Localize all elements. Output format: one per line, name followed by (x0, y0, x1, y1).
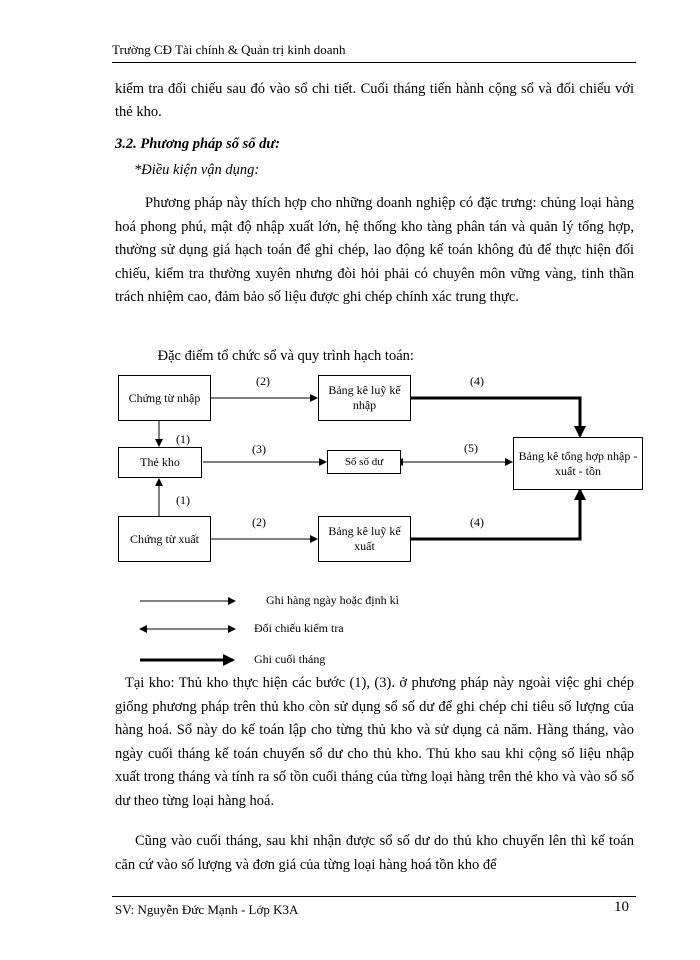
legend-month-end-text: Ghi cuối tháng (254, 652, 326, 666)
page-number: 10 (614, 899, 629, 915)
label-left-1-bottom: (1) (176, 493, 190, 507)
box-the-kho: Thẻ kho (118, 447, 202, 478)
footer-student: SV: Nguyễn Đức Mạnh - Lớp K3A (115, 902, 299, 917)
label-mid-3: (3) (252, 442, 266, 456)
body-paragraph-1: Tại kho: Thủ kho thực hiện các bước (1), (3). ở phương pháp này ngoài việc ghi chép giống phương pháp trên thủ kho còn sử dụng sổ số dư để ghi chép chỉ tiêu số lượng của hàng hoá. Sổ này do kế toán lập cho từng thủ kho và sử dụng cả năm. Hàng tháng, vào ngày cuối tháng kế toán chuyển sổ dư cho thủ kho. Thủ kho sau khi cộng số liệu nhập xuất trong tháng và tính ra số tồn cuối tháng của từng loại hàng trên thẻ kho và vào sổ số dư theo từng loại hàng hoá. (115, 675, 634, 809)
box-bang-ke-nhap: Bảng kê luỹ kế nhập (318, 375, 411, 421)
bullet-text: Đặc điểm tổ chức sổ và quy trình hạch toán: (157, 348, 414, 364)
legend-check-text: Đối chiếu kiểm tra (254, 621, 344, 635)
label-mid-5: (5) (464, 441, 478, 455)
label-bot-2: (2) (252, 515, 266, 529)
label-bot-4: (4) (470, 515, 484, 529)
box-bang-ke-tong-hop: Bảng kê tổng hợp nhập - xuất - tồn (513, 437, 643, 490)
page-header: Trường CĐ Tài chính & Quản trị kinh doanh (112, 42, 346, 57)
box-chung-tu-nhap: Chứng từ nhập (118, 375, 211, 421)
section-subheading: *Điều kiện vận dụng: (134, 162, 260, 178)
label-left-1-top: (1) (176, 432, 190, 446)
legend-daily-text: Ghi hàng ngày hoặc định kì (266, 593, 399, 607)
box-bang-ke-xuat: Bảng kê luỹ kế xuất (318, 516, 411, 562)
arrow-top-4 (411, 398, 580, 436)
conditions-paragraph: Phương pháp này thích hợp cho những doanh nghiệp có đặc trưng: chủng loại hàng hoá phong phú, mật độ nhập xuất lớn, hệ thống kho tàng phân tán và quản lý tổng hợp, thường sử dụng giá hạch toán để ghi chép, lao động kế toán không đủ để thực hiện đối chiếu, kiểm tra thường xuyên nhưng đòi hỏi phải có chuyên môn vững vàng, tinh thần trách nhiệm cao, đảm bảo số liệu được ghi chép chính xác trung thực. (115, 195, 634, 306)
label-top-4: (4) (470, 374, 484, 388)
label-top-2: (2) (256, 374, 270, 388)
section-heading: 3.2. Phương pháp sổ số dư: (115, 136, 280, 152)
body-paragraph-2: Cũng vào cuối tháng, sau khi nhận được sổ số dư do thủ kho chuyển lên thì kế toán căn cứ vào số lượng và đơn giá của từng loại hàng hoá tồn kho để (115, 833, 634, 873)
box-chung-tu-xuat: Chứng từ xuất (118, 516, 211, 562)
arrow-bot-4 (411, 490, 580, 539)
footer-rule (112, 896, 636, 897)
box-so-so-du: Sổ số dư (327, 450, 401, 474)
intro-paragraph: kiểm tra đối chiếu sau đó vào sổ chi tiết. Cuối tháng tiến hành cộng sổ và đối chiếu với thẻ kho. (115, 81, 634, 120)
